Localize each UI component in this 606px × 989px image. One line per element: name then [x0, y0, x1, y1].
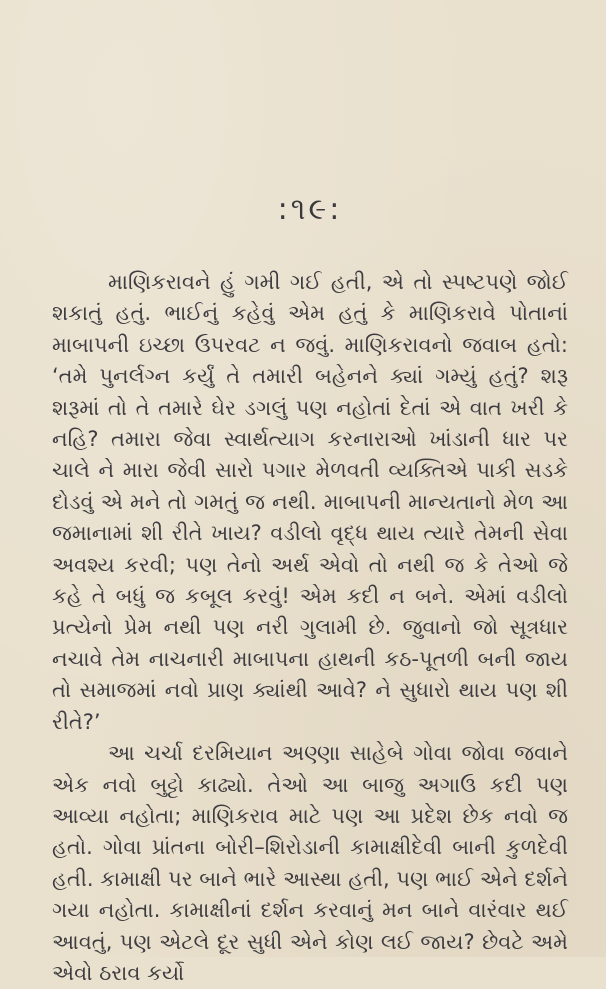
paragraph-1: માણિકરાવને હું ગમી ગઈ હતી, એ તો સ્પષ્ટપણે જોઈ શકાતું હતું. ભાઈનું કહેવું એમ હતું કે માણિકરાવે પોતાનાં માબાપની ઇચ્છા ઉપરવટ ન જવું. માણિકરાવનો જવાબ હતો: ‘તમે પુનર્લગ્ન કર્યું તે તમારી બહેનને ક્યાં ગમ્યું હતું? શરૂ શરૂમાં તો તે તમારે ઘેર ડગલું પણ નહોતાં દેતાં એ વાત ખરી કે નહિ? તમારા જેવા સ્વાર્થત્યાગ કરનારાઓ ખાંડાની ધાર પર ચાલે ને મારા જેવી સારો પગાર મેળવતી વ્યક્તિએ પાકી સડકે દોડવું એ મને તો ગમતું જ નથી. માબાપની માન્યતાનો મેળ આ જમાનામાં શી રીતે ખાય? વડીલો વૃદ્ધ થાય ત્યારે તેમની સેવા અવશ્ય કરવી; પણ તેનો અર્થ એવો તો નથી જ કે તેઓ જે કહે તે બધું જ કબૂલ કરવું! એમ કદી ન બને. એમાં વડીલો પ્રત્યેનો પ્રેમ નથી પણ નરી ગુલામી છે. જુવાનો જો સૂત્રધાર નચાવે તેમ નાચનારી માબાપના હાથની કઠ-પૂતળી બની જાય તો સમાજમાં નવો પ્રાણ ક્યાંથી આવે? ને સુધારો થાય પણ શી રીતે?’	[52, 270, 568, 734]
paragraph-2: આ ચર્ચા દરમિયાન અણ્ણા સાહેબે ગોવા જોવા જવાને એક નવો બુટ્ટો કાઢ્યો. તેઓ આ બાજુ અગાઉ કદી પણ આવ્યા નહોતા; માણિકરાવ માટે પણ આ પ્રદેશ છેક નવો જ હતો. ગોવા પ્રાંતના બોરી–શિરોડાની કામાક્ષીદેવી બાની કુળદેવી હતી. કામાક્ષી પર બાને ભારે આસ્થા હતી, પણ ભાઈ એને દર્શને ગયા નહોતા. કામાક્ષીનાં દર્શન કરવાનું મન બાને વારંવાર થઈ આવતું, પણ એટલે દૂર સુધી એને કોણ લઈ જાય? છેવટે અમે એવો ઠરાવ કર્યો	[52, 741, 568, 985]
chapter-number: :૧૯:	[277, 192, 343, 227]
